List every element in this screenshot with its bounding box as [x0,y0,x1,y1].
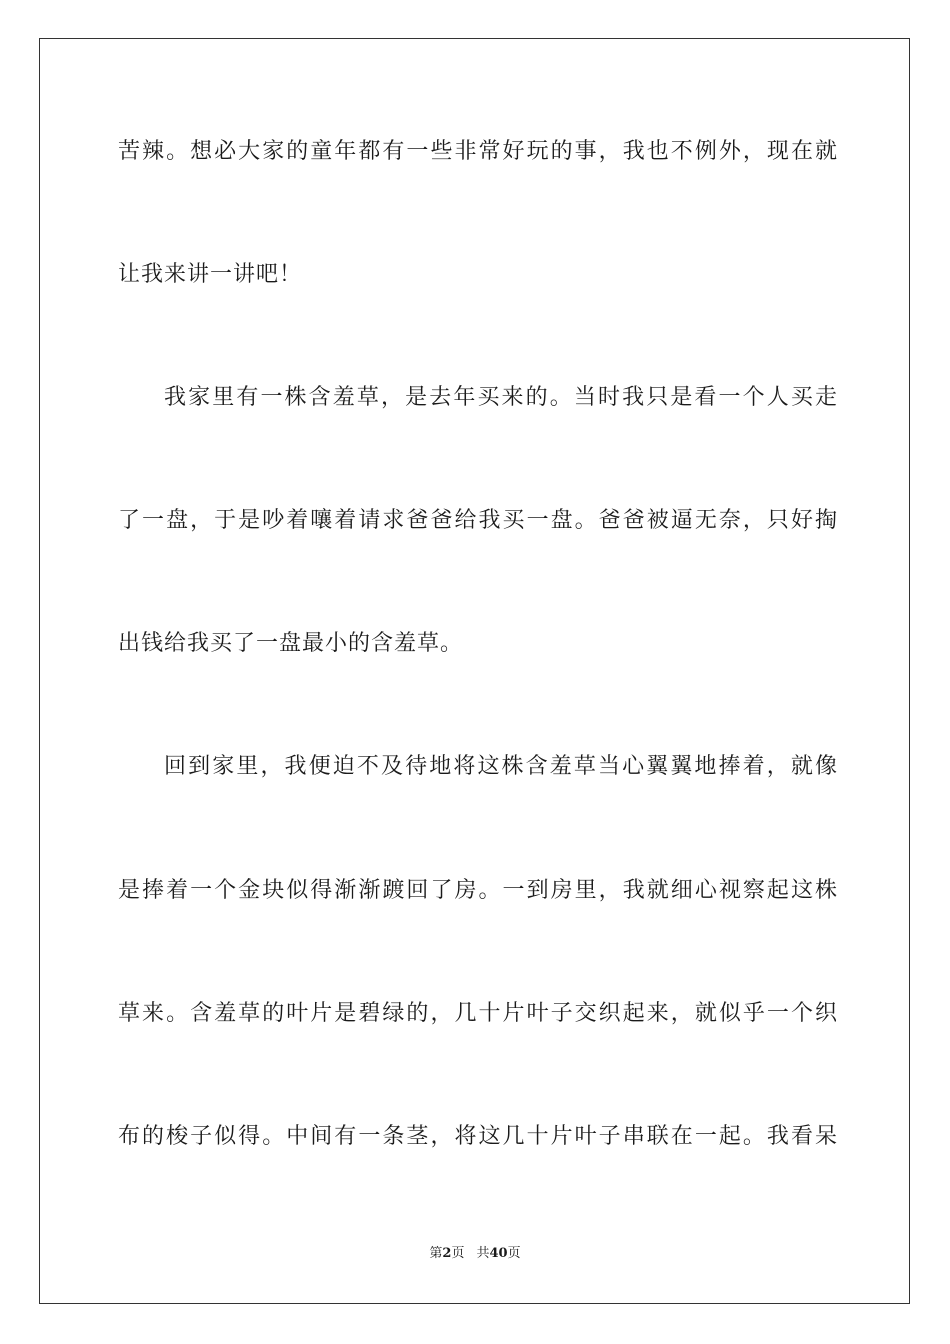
page-footer [0,1245,950,1263]
page-number: 2 [442,1246,452,1261]
paragraph-line: 回到家里，我便迫不及待地将这株含羞草当心翼翼地捧着，就像 [164,754,838,779]
page-frame [39,38,910,1304]
paragraph-line: 是捧着一个金块似得渐渐踱回了房。一到房里，我就细心视察起这株 [118,878,838,903]
total-suffix: 页 [507,1246,521,1261]
total-prefix: 共 [476,1246,490,1261]
paragraph-line: 我家里有一株含羞草，是去年买来的。当时我只是看一个人买走 [164,385,838,410]
page-suffix: 页 [451,1246,465,1261]
paragraph-line: 布的梭子似得。中间有一条茎，将这几十片叶子串联在一起。我看呆 [118,1124,838,1149]
paragraph-line: 苦辣。想必大家的童年都有一些非常好玩的事，我也不例外，现在就 [118,139,838,164]
total-pages: 40 [489,1246,508,1261]
paragraph-line: 出钱给我买了一盘最小的含羞草。 [118,631,464,656]
page-prefix: 第 [429,1246,443,1261]
paragraph-line: 让我来讲一讲吧！ [118,262,303,287]
paragraph-line: 了一盘，于是吵着嚷着请求爸爸给我买一盘。爸爸被逼无奈，只好掏 [118,508,838,533]
paragraph-line: 草来。含羞草的叶片是碧绿的，几十片叶子交织起来，就似乎一个织 [118,1001,838,1026]
